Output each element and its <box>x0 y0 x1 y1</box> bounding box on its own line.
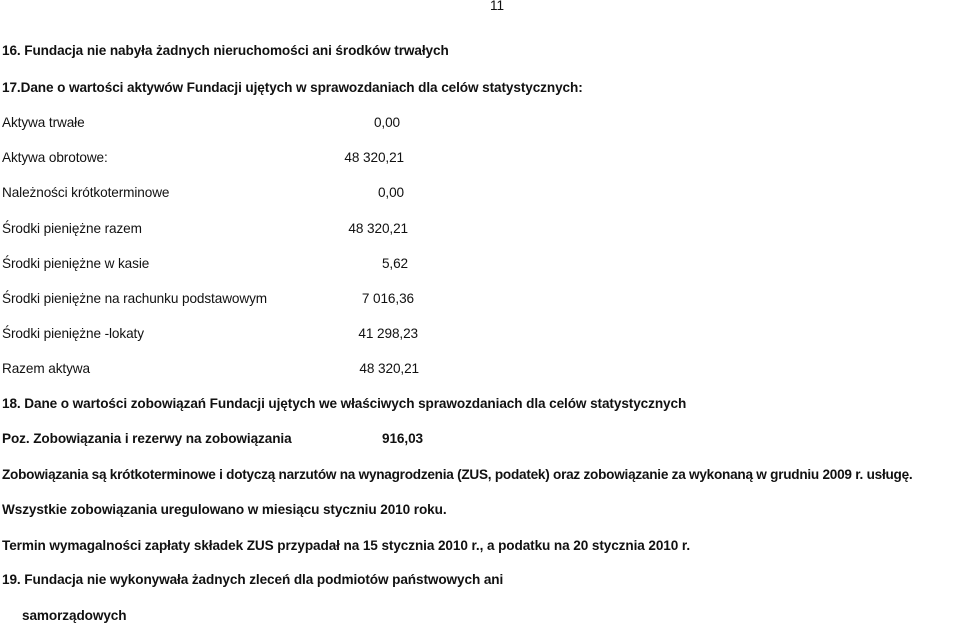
row-value-razem-aktywa: 48 320,21 <box>359 361 419 376</box>
row-value-srodki-lokaty: 41 298,23 <box>358 326 418 341</box>
row-label-aktywa-trwale: Aktywa trwałe <box>2 115 85 130</box>
row-label-aktywa-obrotowe: Aktywa obrotowe: <box>2 150 108 165</box>
section-16-heading: 16. Fundacja nie nabyła żadnych nieruchomości ani środków trwałych <box>2 43 449 58</box>
row-label-srodki-lokaty: Środki pieniężne -lokaty <box>2 326 144 341</box>
row-label-srodki-razem: Środki pieniężne razem <box>2 221 142 236</box>
row-label-srodki-kasa: Środki pieniężne w kasie <box>2 256 150 271</box>
section-19-line-1: 19. Fundacja nie wykonywała żadnych zleceń dla podmiotów państwowych ani <box>2 572 504 587</box>
row-value-srodki-razem: 48 320,21 <box>348 221 408 236</box>
section-18-heading: 18. Dane o wartości zobowiązań Fundacji ujętych we właściwych sprawozdaniach dla celów statystycznych <box>2 396 687 411</box>
row-value-aktywa-trwale: 0,00 <box>373 115 400 130</box>
liabilities-note-1: Zobowiązania są krótkoterminowe i dotyczą narzutów na wynagrodzenia (ZUS, podatek) oraz zobowiązanie za wykonaną w grudniu 2009 r. usługę. <box>2 467 913 482</box>
poz-value: 916,03 <box>382 431 423 446</box>
row-value-aktywa-obrotowe: 48 320,21 <box>344 150 404 165</box>
row-label-razem-aktywa: Razem aktywa <box>2 361 90 376</box>
row-label-srodki-rachunek: Środki pieniężne na rachunku podstawowym <box>2 291 268 306</box>
row-label-naleznosci: Należności krótkoterminowe <box>2 185 170 200</box>
poz-label: Poz. Zobowiązania i rezerwy na zobowiązania <box>2 431 292 446</box>
section-19-line-2: samorządowych <box>22 608 127 623</box>
row-value-naleznosci: 0,00 <box>377 185 404 200</box>
row-value-srodki-kasa: 5,62 <box>381 256 408 271</box>
section-17-heading: 17.Dane o wartości aktywów Fundacji ujętych w sprawozdaniach dla celów statystycznych: <box>2 80 583 95</box>
page-number: 11 <box>490 0 504 13</box>
liabilities-note-3: Termin wymagalności zapłaty składek ZUS przypadał na 15 stycznia 2010 r., a podatku na 20 stycznia 2010 r. <box>2 538 691 553</box>
row-value-srodki-rachunek: 7 016,36 <box>361 291 414 306</box>
liabilities-note-2: Wszystkie zobowiązania uregulowano w miesiącu styczniu 2010 roku. <box>2 502 447 517</box>
